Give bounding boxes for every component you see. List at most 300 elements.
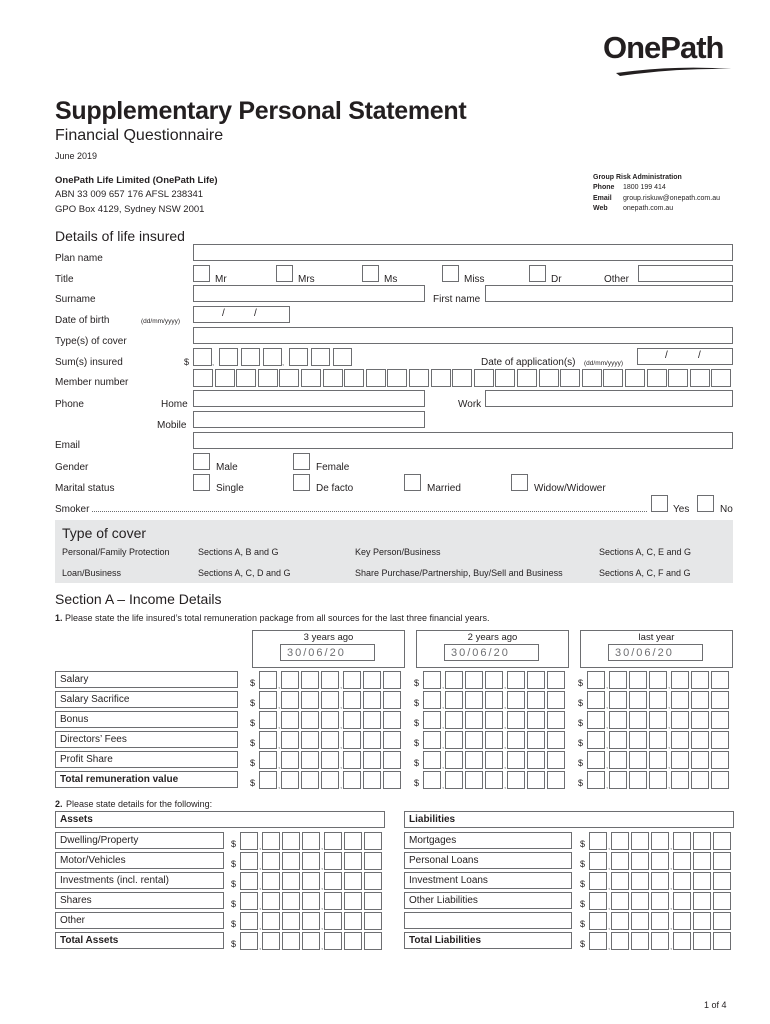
liability-digit-box[interactable] [631, 852, 649, 870]
thousands-comma: , [442, 741, 445, 750]
income-digit-box[interactable] [711, 671, 729, 689]
title-miss-checkbox[interactable] [442, 265, 459, 282]
income-digit-box[interactable] [281, 711, 299, 729]
income-digit-box[interactable] [649, 671, 667, 689]
income-digit-box[interactable] [587, 711, 605, 729]
title-mrs-label: Mrs [298, 274, 315, 285]
liability-digit-box[interactable] [631, 892, 649, 910]
income-digit-box[interactable] [711, 771, 729, 789]
liability-digit-box[interactable] [589, 872, 607, 890]
income-digit-box[interactable] [383, 731, 401, 749]
liability-digit-box[interactable] [713, 872, 731, 890]
liability-digit-box[interactable] [631, 872, 649, 890]
member-number-digit-box[interactable] [258, 369, 278, 387]
income-digit-box[interactable] [259, 671, 277, 689]
marital-defacto-checkbox[interactable] [293, 474, 310, 491]
title-other-input[interactable] [638, 265, 733, 282]
income-digit-box[interactable] [711, 711, 729, 729]
liability-digit-box[interactable] [693, 932, 711, 950]
asset-digit-box[interactable] [282, 832, 300, 850]
asset-digit-box[interactable] [324, 912, 342, 930]
income-digit-box[interactable] [527, 691, 545, 709]
income-digit-box[interactable] [281, 691, 299, 709]
income-digit-box[interactable] [691, 691, 709, 709]
income-digit-box[interactable] [343, 751, 361, 769]
asset-digit-box[interactable] [364, 872, 382, 890]
income-digit-box[interactable] [281, 771, 299, 789]
sum-insured-digit-box[interactable] [219, 348, 238, 366]
title-mrs-checkbox[interactable] [276, 265, 293, 282]
liability-digit-box[interactable] [651, 832, 669, 850]
income-digit-box[interactable] [383, 751, 401, 769]
sum-insured-digit-box[interactable] [311, 348, 330, 366]
income-digit-box[interactable] [587, 691, 605, 709]
liability-digit-box[interactable] [693, 832, 711, 850]
thousands-comma: , [340, 701, 343, 710]
income-digit-box[interactable] [343, 731, 361, 749]
asset-digit-box[interactable] [240, 932, 258, 950]
income-digit-box[interactable] [423, 691, 441, 709]
income-digit-box[interactable] [423, 731, 441, 749]
income-digit-box[interactable] [527, 771, 545, 789]
member-number-digit-box[interactable] [452, 369, 472, 387]
liability-digit-box[interactable] [589, 832, 607, 850]
liability-digit-box[interactable] [611, 912, 629, 930]
income-digit-box[interactable] [507, 751, 525, 769]
member-number-digit-box[interactable] [193, 369, 213, 387]
income-digit-box[interactable] [671, 751, 689, 769]
year-end-date-input[interactable]: 30/06/20 [608, 644, 703, 661]
income-digit-box[interactable] [343, 771, 361, 789]
marital-widow-label: Widow/Widower [534, 483, 606, 494]
asset-row-label: Total Assets [55, 932, 224, 949]
income-digit-box[interactable] [527, 671, 545, 689]
company-address: GPO Box 4129, Sydney NSW 2001 [55, 204, 205, 215]
income-digit-box[interactable] [609, 691, 627, 709]
income-digit-box[interactable] [485, 751, 503, 769]
types-of-cover-input[interactable] [193, 327, 733, 344]
liability-digit-box[interactable] [693, 912, 711, 930]
income-digit-box[interactable] [465, 771, 483, 789]
income-digit-box[interactable] [629, 671, 647, 689]
smoker-no-checkbox[interactable] [697, 495, 714, 512]
income-digit-box[interactable] [281, 731, 299, 749]
dollar-sign: $ [414, 778, 420, 788]
income-digit-box[interactable] [649, 771, 667, 789]
income-digit-box[interactable] [465, 691, 483, 709]
income-digit-box[interactable] [445, 691, 463, 709]
asset-digit-box[interactable] [240, 872, 258, 890]
thousands-comma: , [278, 721, 281, 730]
member-number-digit-box[interactable] [603, 369, 623, 387]
gender-female-checkbox[interactable] [293, 453, 310, 470]
income-digit-box[interactable] [691, 711, 709, 729]
plan-name-input[interactable] [193, 244, 733, 261]
dob-input[interactable] [193, 306, 290, 323]
member-number-digit-box[interactable] [560, 369, 580, 387]
title-dr-checkbox[interactable] [529, 265, 546, 282]
income-digit-box[interactable] [445, 671, 463, 689]
income-digit-box[interactable] [691, 731, 709, 749]
member-number-digit-box[interactable] [215, 369, 235, 387]
asset-digit-box[interactable] [324, 832, 342, 850]
income-digit-box[interactable] [649, 751, 667, 769]
income-digit-box[interactable] [587, 731, 605, 749]
income-digit-box[interactable] [343, 691, 361, 709]
income-digit-box[interactable] [445, 731, 463, 749]
contact-web[interactable]: onepath.com.au [623, 205, 674, 212]
liability-digit-box[interactable] [673, 832, 691, 850]
income-digit-box[interactable] [321, 751, 339, 769]
member-number-digit-box[interactable] [647, 369, 667, 387]
income-digit-box[interactable] [321, 771, 339, 789]
income-digit-box[interactable] [465, 671, 483, 689]
liability-digit-box[interactable] [631, 932, 649, 950]
income-digit-box[interactable] [587, 671, 605, 689]
income-digit-box[interactable] [383, 691, 401, 709]
thousands-comma: , [608, 922, 611, 931]
income-digit-box[interactable] [711, 691, 729, 709]
asset-digit-box[interactable] [344, 852, 362, 870]
income-digit-box[interactable] [609, 671, 627, 689]
income-digit-box[interactable] [465, 711, 483, 729]
income-digit-box[interactable] [691, 671, 709, 689]
thousands-comma: , [278, 761, 281, 770]
cover-row-1-col-3: Key Person/Business [355, 547, 441, 557]
sum-insured-digit-box[interactable] [193, 348, 215, 367]
income-digit-box[interactable] [587, 751, 605, 769]
liability-row-label: Mortgages [404, 832, 572, 849]
member-number-digit-box[interactable] [344, 369, 364, 387]
q1-number: 1. [55, 613, 63, 623]
asset-digit-box[interactable] [282, 872, 300, 890]
member-number-digit-box[interactable] [301, 369, 321, 387]
income-digit-box[interactable] [671, 771, 689, 789]
asset-digit-box[interactable] [262, 872, 280, 890]
asset-digit-box[interactable] [240, 832, 258, 850]
income-digit-box[interactable] [445, 751, 463, 769]
asset-digit-box[interactable] [344, 932, 362, 950]
liability-digit-box[interactable] [673, 852, 691, 870]
liability-digit-box[interactable] [713, 852, 731, 870]
member-number-digit-box[interactable] [539, 369, 559, 387]
income-digit-box[interactable] [383, 771, 401, 789]
asset-digit-box[interactable] [302, 932, 320, 950]
income-digit-box[interactable] [259, 711, 277, 729]
liability-digit-box[interactable] [631, 912, 649, 930]
income-digit-box[interactable] [301, 691, 319, 709]
member-number-digit-box[interactable] [431, 369, 451, 387]
year-label: 3 years ago [303, 632, 354, 643]
member-number-digit-box[interactable] [236, 369, 256, 387]
liability-digit-box[interactable] [673, 932, 691, 950]
income-digit-box[interactable] [629, 711, 647, 729]
income-digit-box[interactable] [587, 771, 605, 789]
income-digit-box[interactable] [629, 731, 647, 749]
income-digit-box[interactable] [363, 671, 381, 689]
liability-digit-box[interactable] [693, 852, 711, 870]
liability-digit-box[interactable] [651, 872, 669, 890]
income-digit-box[interactable] [629, 771, 647, 789]
asset-digit-box[interactable] [344, 832, 362, 850]
income-digit-box[interactable] [301, 711, 319, 729]
asset-digit-box[interactable] [364, 932, 382, 950]
member-number-digit-box[interactable] [279, 369, 299, 387]
income-digit-box[interactable] [259, 771, 277, 789]
liability-digit-box[interactable] [589, 932, 607, 950]
asset-digit-box[interactable] [364, 912, 382, 930]
sum-insured-digit-box[interactable] [241, 348, 260, 366]
income-digit-box[interactable] [383, 671, 401, 689]
income-digit-box[interactable] [423, 751, 441, 769]
liability-digit-box[interactable] [693, 872, 711, 890]
marital-widow-checkbox[interactable] [511, 474, 528, 491]
income-digit-box[interactable] [547, 751, 565, 769]
income-digit-box[interactable] [363, 731, 381, 749]
liability-digit-box[interactable] [673, 912, 691, 930]
income-digit-box[interactable] [547, 711, 565, 729]
sum-insured-digit-box[interactable] [333, 348, 352, 366]
date-of-application-input[interactable] [637, 348, 733, 365]
year-end-date-input[interactable]: 30/06/20 [444, 644, 539, 661]
asset-digit-box[interactable] [302, 892, 320, 910]
income-digit-box[interactable] [485, 711, 503, 729]
sum-insured-digit-box[interactable] [263, 348, 285, 367]
marital-defacto-label: De facto [316, 483, 354, 494]
income-digit-box[interactable] [527, 751, 545, 769]
income-digit-box[interactable] [281, 671, 299, 689]
income-digit-box[interactable] [507, 671, 525, 689]
member-number-digit-box[interactable] [387, 369, 407, 387]
liability-digit-box[interactable] [611, 872, 629, 890]
dollar-sign: $ [578, 698, 584, 708]
income-digit-box[interactable] [445, 771, 463, 789]
income-digit-box[interactable] [527, 711, 545, 729]
income-digit-box[interactable] [609, 771, 627, 789]
income-digit-box[interactable] [363, 711, 381, 729]
income-digit-box[interactable] [507, 711, 525, 729]
asset-digit-box[interactable] [364, 832, 382, 850]
income-digit-box[interactable] [465, 731, 483, 749]
income-digit-box[interactable] [301, 671, 319, 689]
income-digit-box[interactable] [485, 691, 503, 709]
asset-digit-box[interactable] [324, 932, 342, 950]
sum-insured-digit-box[interactable] [289, 348, 308, 366]
phone-mobile-input[interactable] [193, 411, 425, 428]
member-number-digit-box[interactable] [474, 369, 494, 387]
income-digit-box[interactable] [691, 771, 709, 789]
liability-digit-box[interactable] [651, 852, 669, 870]
phone-home-input[interactable] [193, 390, 425, 407]
liability-digit-box[interactable] [713, 892, 731, 910]
title-mr-checkbox[interactable] [193, 265, 210, 282]
q1-text: Please state the life insured’s total remuneration package from all sources for the last three financial years. [65, 613, 490, 623]
surname-input[interactable] [193, 285, 425, 302]
year-end-date-input[interactable]: 30/06/20 [280, 644, 375, 661]
income-digit-box[interactable] [485, 671, 503, 689]
income-digit-box[interactable] [423, 771, 441, 789]
income-digit-box[interactable] [465, 751, 483, 769]
asset-digit-box[interactable] [262, 852, 280, 870]
liability-digit-box[interactable] [713, 932, 731, 950]
cover-row-2-col-1: Loan/Business [62, 568, 122, 578]
asset-digit-box[interactable] [262, 912, 280, 930]
asset-digit-box[interactable] [282, 932, 300, 950]
liability-digit-box[interactable] [589, 852, 607, 870]
income-digit-box[interactable] [343, 711, 361, 729]
phone-work-input[interactable] [485, 390, 733, 407]
liability-digit-box[interactable] [589, 892, 607, 910]
asset-digit-box[interactable] [282, 892, 300, 910]
member-number-digit-box[interactable] [690, 369, 710, 387]
liability-digit-box[interactable] [611, 932, 629, 950]
first-name-label: First name [433, 294, 481, 305]
thousands-comma: , [278, 781, 281, 790]
income-digit-box[interactable] [609, 731, 627, 749]
income-digit-box[interactable] [259, 751, 277, 769]
income-digit-box[interactable] [363, 771, 381, 789]
income-digit-box[interactable] [321, 691, 339, 709]
income-digit-box[interactable] [507, 691, 525, 709]
asset-digit-box[interactable] [262, 932, 280, 950]
income-digit-box[interactable] [485, 731, 503, 749]
asset-digit-box[interactable] [344, 912, 362, 930]
asset-digit-box[interactable] [302, 832, 320, 850]
income-digit-box[interactable] [629, 751, 647, 769]
income-digit-box[interactable] [711, 751, 729, 769]
asset-digit-box[interactable] [364, 892, 382, 910]
liability-digit-box[interactable] [651, 912, 669, 930]
income-row-label: Salary Sacrifice [55, 691, 238, 708]
income-digit-box[interactable] [547, 691, 565, 709]
income-digit-box[interactable] [423, 671, 441, 689]
member-number-digit-box[interactable] [323, 369, 343, 387]
dollar-sign: $ [250, 738, 256, 748]
income-digit-box[interactable] [507, 731, 525, 749]
income-digit-box[interactable] [281, 751, 299, 769]
asset-digit-box[interactable] [302, 852, 320, 870]
member-number-digit-box[interactable] [495, 369, 515, 387]
thousands-comma: , [442, 721, 445, 730]
liability-digit-box[interactable] [651, 892, 669, 910]
asset-digit-box[interactable] [344, 872, 362, 890]
income-digit-box[interactable] [547, 731, 565, 749]
income-digit-box[interactable] [527, 731, 545, 749]
title-ms-checkbox[interactable] [362, 265, 379, 282]
asset-digit-box[interactable] [324, 872, 342, 890]
asset-digit-box[interactable] [282, 912, 300, 930]
asset-digit-box[interactable] [262, 832, 280, 850]
liability-digit-box[interactable] [631, 832, 649, 850]
income-digit-box[interactable] [609, 751, 627, 769]
income-digit-box[interactable] [671, 671, 689, 689]
document-date: June 2019 [55, 151, 98, 161]
income-digit-box[interactable] [671, 731, 689, 749]
income-digit-box[interactable] [321, 711, 339, 729]
income-digit-box[interactable] [301, 751, 319, 769]
income-digit-box[interactable] [609, 711, 627, 729]
member-number-digit-box[interactable] [409, 369, 429, 387]
income-digit-box[interactable] [363, 751, 381, 769]
income-digit-box[interactable] [507, 771, 525, 789]
email-input[interactable] [193, 432, 733, 449]
first-name-input[interactable] [485, 285, 733, 302]
asset-digit-box[interactable] [302, 872, 320, 890]
income-digit-box[interactable] [691, 751, 709, 769]
income-digit-box[interactable] [423, 711, 441, 729]
title-dr-label: Dr [551, 274, 562, 285]
member-number-digit-box[interactable] [517, 369, 537, 387]
thousands-comma: , [504, 761, 507, 770]
member-number-digit-box[interactable] [668, 369, 688, 387]
income-digit-box[interactable] [711, 731, 729, 749]
income-digit-box[interactable] [301, 771, 319, 789]
income-digit-box[interactable] [301, 731, 319, 749]
liability-digit-box[interactable] [611, 892, 629, 910]
income-digit-box[interactable] [671, 691, 689, 709]
asset-digit-box[interactable] [302, 912, 320, 930]
marital-married-checkbox[interactable] [404, 474, 421, 491]
logo-swoosh-icon [614, 63, 734, 77]
asset-digit-box[interactable] [240, 892, 258, 910]
asset-digit-box[interactable] [324, 892, 342, 910]
member-number-digit-box[interactable] [711, 369, 731, 387]
smoker-yes-checkbox[interactable] [651, 495, 668, 512]
income-digit-box[interactable] [547, 771, 565, 789]
liability-digit-box[interactable] [673, 892, 691, 910]
liability-digit-box[interactable] [713, 912, 731, 930]
asset-digit-box[interactable] [324, 852, 342, 870]
income-digit-box[interactable] [343, 671, 361, 689]
asset-digit-box[interactable] [240, 912, 258, 930]
liability-digit-box[interactable] [693, 892, 711, 910]
asset-digit-box[interactable] [262, 892, 280, 910]
income-digit-box[interactable] [259, 731, 277, 749]
income-digit-box[interactable] [321, 731, 339, 749]
income-digit-box[interactable] [363, 691, 381, 709]
income-digit-box[interactable] [383, 711, 401, 729]
liability-digit-box[interactable] [611, 852, 629, 870]
asset-digit-box[interactable] [282, 852, 300, 870]
contact-email[interactable]: group.riskuw@onepath.com.au [623, 195, 720, 202]
income-digit-box[interactable] [649, 691, 667, 709]
liability-digit-box[interactable] [713, 832, 731, 850]
income-digit-box[interactable] [259, 691, 277, 709]
income-digit-box[interactable] [671, 711, 689, 729]
marital-single-checkbox[interactable] [193, 474, 210, 491]
income-digit-box[interactable] [445, 711, 463, 729]
income-digit-box[interactable] [547, 671, 565, 689]
income-digit-box[interactable] [485, 771, 503, 789]
phone-label: Phone [55, 399, 84, 410]
member-number-digit-box[interactable] [582, 369, 602, 387]
liability-digit-box[interactable] [673, 872, 691, 890]
liability-digit-box[interactable] [651, 932, 669, 950]
gender-male-checkbox[interactable] [193, 453, 210, 470]
member-number-digit-box[interactable] [366, 369, 386, 387]
asset-digit-box[interactable] [240, 852, 258, 870]
income-digit-box[interactable] [649, 731, 667, 749]
asset-digit-box[interactable] [364, 852, 382, 870]
liability-digit-box[interactable] [589, 912, 607, 930]
member-number-digit-box[interactable] [625, 369, 645, 387]
income-digit-box[interactable] [629, 691, 647, 709]
asset-digit-box[interactable] [344, 892, 362, 910]
income-digit-box[interactable] [649, 711, 667, 729]
thousands-comma: , [670, 922, 673, 931]
income-digit-box[interactable] [321, 671, 339, 689]
liability-digit-box[interactable] [611, 832, 629, 850]
